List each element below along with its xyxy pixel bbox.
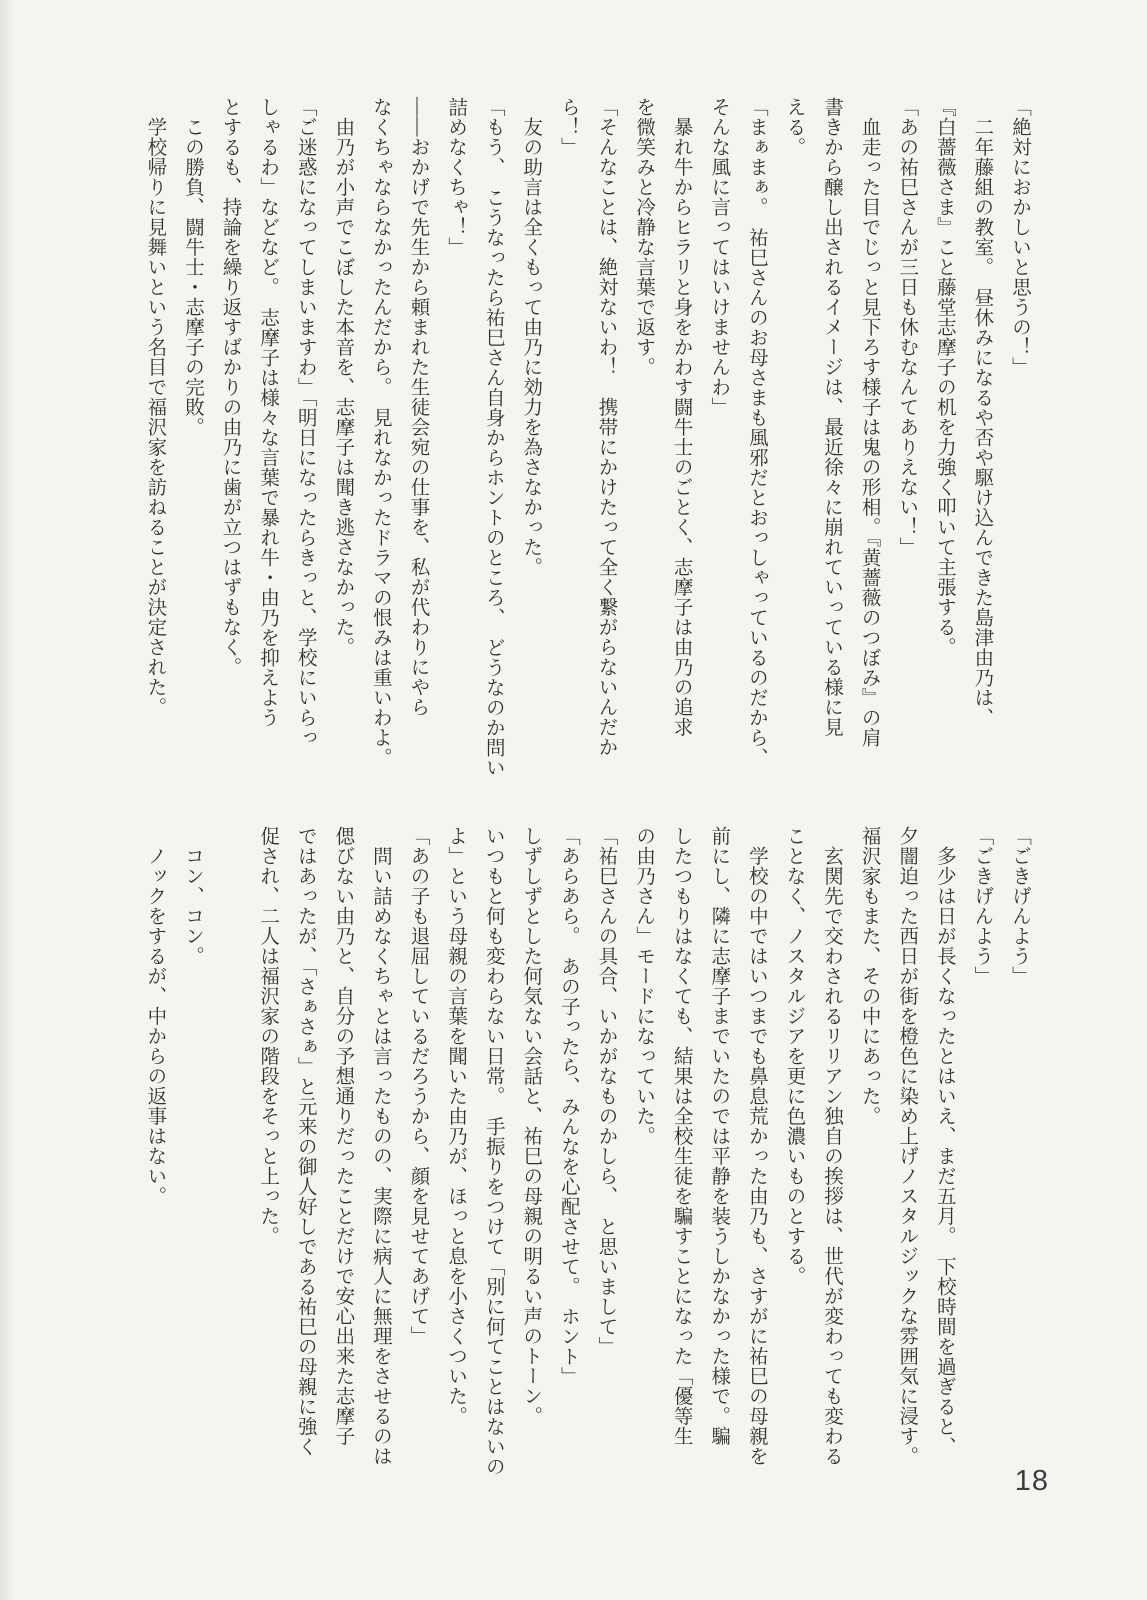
text-line: 友の助言は全くもって由乃に効力を為さなかった。 xyxy=(520,97,542,577)
text-line: 「あの祐巳さんが三日も休むなんてありえない！」 xyxy=(896,97,918,557)
page-number: 18 xyxy=(1014,1465,1049,1497)
text-line: 血走った目でじっと見下ろす様子は鬼の形相。『黄薔薇のつぼみ』の肩 xyxy=(858,97,880,748)
text-line xyxy=(211,826,249,1518)
text-line: ――おかげで先生から頼まれた生徒会宛の仕事を、私が代わりにやら xyxy=(407,97,429,717)
text-line: 「祐巳さんの具合、いかがなものかしら、 と思いまして」 xyxy=(595,826,617,1357)
lower-text-block xyxy=(136,826,1038,1518)
text-line: しずしずとした何気ない会話と、祐巳の母親の明るい声のトーン。 xyxy=(520,826,542,1426)
text-line: 「あの子も退屈しているだろうから、顔を見せてあげて」 xyxy=(407,826,429,1346)
text-line: なくちゃならなかったんだから。 見れなかったドラマの恨みは重いわよ。 xyxy=(369,97,391,768)
text-line: とするも、持論を繰り返すばかりの由乃に歯が立つはずもなく。 xyxy=(219,97,241,677)
text-line: しゃるわ」などなど。 志摩子は様々な言葉で暴れ牛・由乃を抑えよう xyxy=(257,97,279,728)
text-line: 夕闇迫った西日が街を橙色に染め上げノスタルジックな雰囲気に浸す。 xyxy=(896,826,918,1466)
text-line: 「そんなことは、絶対ないわ！ 携帯にかけたって全く繋がらないんだか xyxy=(595,97,617,757)
text-line: 「ご迷惑になってしまいますわ」「明日になったらきっと、学校にいらっ xyxy=(294,97,316,748)
text-line: 玄関先で交わされるリリアン独自の挨拶は、世代が変わっても変わる xyxy=(821,826,843,1466)
text-line: 『白薔薇さま』こと藤堂志摩子の机を力強く叩いて主張する。 xyxy=(933,97,955,657)
text-line: 書きから醸し出されるイメージは、最近徐々に崩れていっている様に見 xyxy=(821,97,843,737)
text-line: 促され、二人は福沢家の階段をそっと上った。 xyxy=(257,826,279,1246)
text-line: 「ごきげんよう」 xyxy=(971,826,993,986)
text-line: したつもりはなくても、結果は全校生徒を騙すことになった「優等生 xyxy=(670,826,692,1446)
text-line: 学校の中ではいつまでも鼻息荒かった由乃も、さすがに祐巳の母親を xyxy=(745,826,767,1466)
text-line: 「まぁまぁ。 祐巳さんのお母さまも風邪だとおっしゃっているのだから、 xyxy=(745,97,767,768)
text-line: 福沢家もまた、その中にあった。 xyxy=(858,826,880,1126)
text-line: いつもと何も変わらない日常。 手振りをつけて「別に何てことはないの xyxy=(482,826,504,1477)
text-line: 「あらあら。 あの子ったら、みんなを心配させて。 ホント」 xyxy=(557,826,579,1387)
text-line: 前にし、隣に志摩子までいたのでは平静を装うしかなかった様で。騙 xyxy=(708,826,730,1446)
text-line: 「ごきげんよう」 xyxy=(1009,826,1030,986)
text-line: ではあったが、「さぁさぁ」と元来の御人好しである祐巳の母親に強く xyxy=(294,826,316,1457)
text-line: よ」という母親の言葉を聞いた由乃が、ほっと息を小さくついた。 xyxy=(445,826,467,1426)
text-line: 由乃が小声でこぼした本音を、志摩子は聞き逃さなかった。 xyxy=(332,97,354,657)
text-line: コン、コン。 xyxy=(181,826,203,966)
upper-text-block xyxy=(136,97,1038,789)
text-line: ことなく、ノスタルジアを更に色濃いものとする。 xyxy=(783,826,805,1286)
text-line: 学校帰りに見舞いという名目で福沢家を訪ねることが決定された。 xyxy=(144,97,166,717)
text-line: この勝負、闘牛士・志摩子の完敗。 xyxy=(181,97,203,437)
text-line: ノックをするが、中からの返事はない。 xyxy=(144,826,166,1206)
text-line: 暴れ牛からヒラリと身をかわす闘牛士のごとく、志摩子は由乃の追求 xyxy=(670,97,692,737)
text-line: を微笑みと冷静な言葉で返す。 xyxy=(633,97,655,377)
text-line: 偲びない由乃と、自分の予想通りだったことだけで安心出来た志摩子 xyxy=(332,826,354,1446)
text-line: 「絶対におかしいと思うの！」 xyxy=(1009,97,1030,377)
text-line: そんな風に言ってはいけませんわ」 xyxy=(708,97,730,417)
scan-edge-shadow xyxy=(0,0,14,1600)
text-line: 多少は日が長くなったとはいえ、まだ五月。 下校時間を過ぎると、 xyxy=(933,826,955,1457)
text-line: ら！」 xyxy=(557,97,579,157)
text-line: 「もう、 こうなったら祐巳さん自身からホントのところ、 どうなのか問い xyxy=(482,97,504,778)
text-line: 二年藤組の教室。 昼休みになるや否や駆け込んできた島津由乃は、 xyxy=(971,97,993,728)
text-line: 問い詰めなくちゃとは言ったものの、実際に病人に無理をさせるのは xyxy=(369,826,391,1466)
text-line: える。 xyxy=(783,97,805,157)
text-line: 詰めなくちゃ！」 xyxy=(445,97,467,257)
text-line: の由乃さん」モードになっていた。 xyxy=(633,826,655,1146)
